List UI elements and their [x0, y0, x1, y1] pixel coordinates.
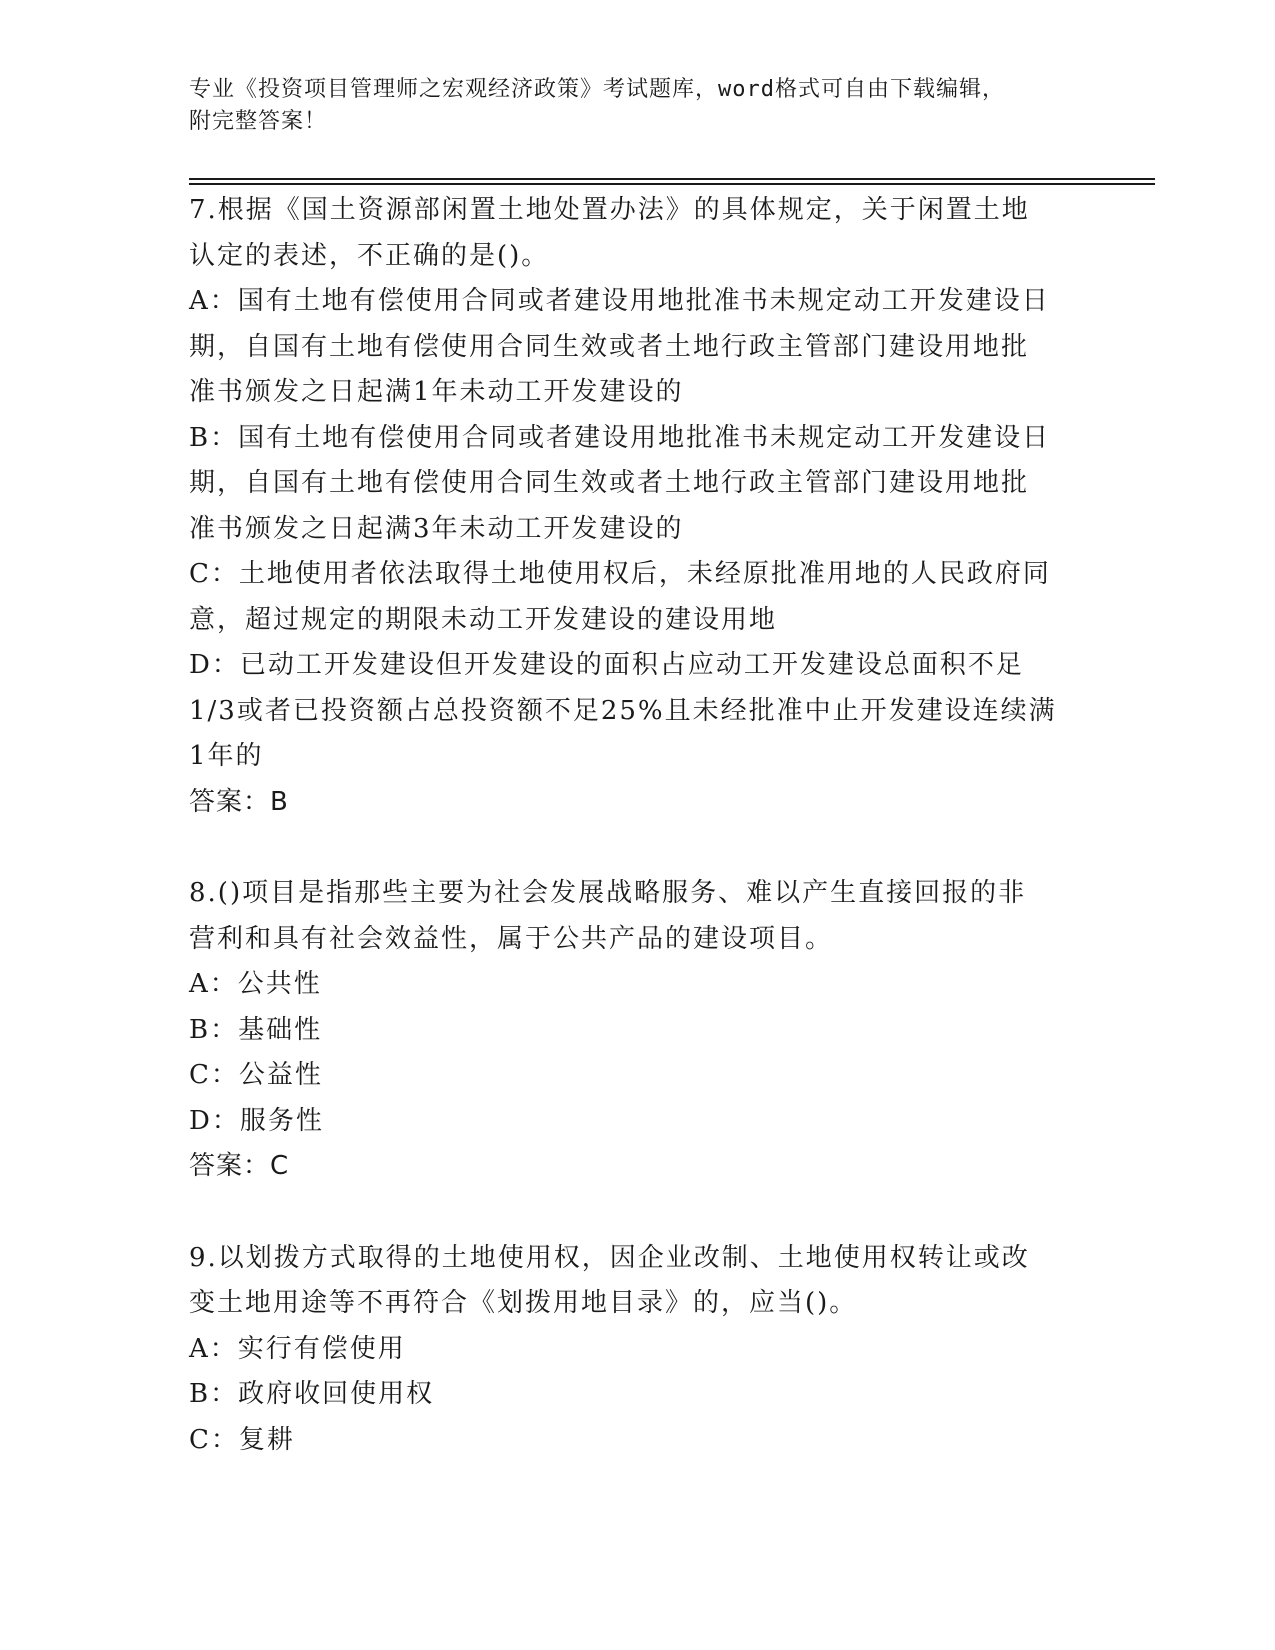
- option-line: 1/3或者已投资额占总投资额不足25%且未经批准中止开发建设连续满: [189, 695, 1057, 726]
- answer-label: 答案：B: [189, 786, 289, 817]
- option-line: 1年的: [189, 741, 264, 771]
- option-line: 期，自国有土地有偿使用合同生效或者土地行政主管部门建设用地批: [189, 331, 1030, 362]
- option-line: D：已动工开发建设但开发建设的面积占应动工开发建设总面积不足: [189, 650, 1024, 680]
- question-block-8: [189, 871, 1089, 1190]
- option-line: B：国有土地有偿使用合同或者建设用地批准书未规定动工开发建设日: [189, 422, 1051, 453]
- option-line: B：基础性: [189, 1014, 323, 1045]
- option-line: A：实行有偿使用: [189, 1333, 406, 1364]
- question-text-line: 8.()项目是指那些主要为社会发展战略服务、难以产生直接回报的非: [189, 878, 1027, 908]
- option-line: 意，超过规定的期限未动工开发建设的建设用地: [189, 604, 778, 635]
- header-divider-bottom: [189, 183, 1155, 185]
- header-divider-top: [189, 178, 1155, 180]
- option-line: C：公益性: [189, 1060, 323, 1090]
- option-line: A：国有土地有偿使用合同或者建设用地批准书未规定动工开发建设日: [189, 286, 1050, 316]
- question-text-line: 认定的表述，不正确的是()。: [189, 240, 550, 271]
- option-line: 期，自国有土地有偿使用合同生效或者土地行政主管部门建设用地批: [189, 468, 1030, 498]
- option-line: D：服务性: [189, 1105, 324, 1136]
- question-text-line: 7.根据《国土资源部闲置土地处置办法》的具体规定，关于闲置土地: [189, 195, 1030, 225]
- question-list: [189, 188, 1089, 1463]
- question-text-line: 变土地用途等不再符合《划拨用地目录》的，应当()。: [189, 1288, 858, 1318]
- answer-label: 答案：C: [189, 1151, 290, 1181]
- option-line: 准书颁发之日起满3年未动工开发建设的: [189, 513, 684, 544]
- option-line: 准书颁发之日起满1年未动工开发建设的: [189, 377, 684, 407]
- header-line: 专业《投资项目管理师之宏观经济政策》考试题库，word格式可自由下载编辑，: [189, 77, 1005, 102]
- option-line: C：复耕: [189, 1424, 295, 1455]
- option-line: B：政府收回使用权: [189, 1379, 435, 1409]
- question-block-7: [189, 188, 1089, 825]
- header-line: 附完整答案！: [189, 109, 328, 134]
- question-text-line: 9.以划拨方式取得的土地使用权，因企业改制、土地使用权转让或改: [189, 1242, 1030, 1273]
- option-line: A：公共性: [189, 969, 322, 999]
- document-header: [189, 74, 1069, 138]
- option-line: C：土地使用者依法取得土地使用权后，未经原批准用地的人民政府同: [189, 559, 1051, 589]
- question-block-9: [189, 1236, 1089, 1464]
- question-text-line: 营利和具有社会效益性，属于公共产品的建设项目。: [189, 923, 834, 954]
